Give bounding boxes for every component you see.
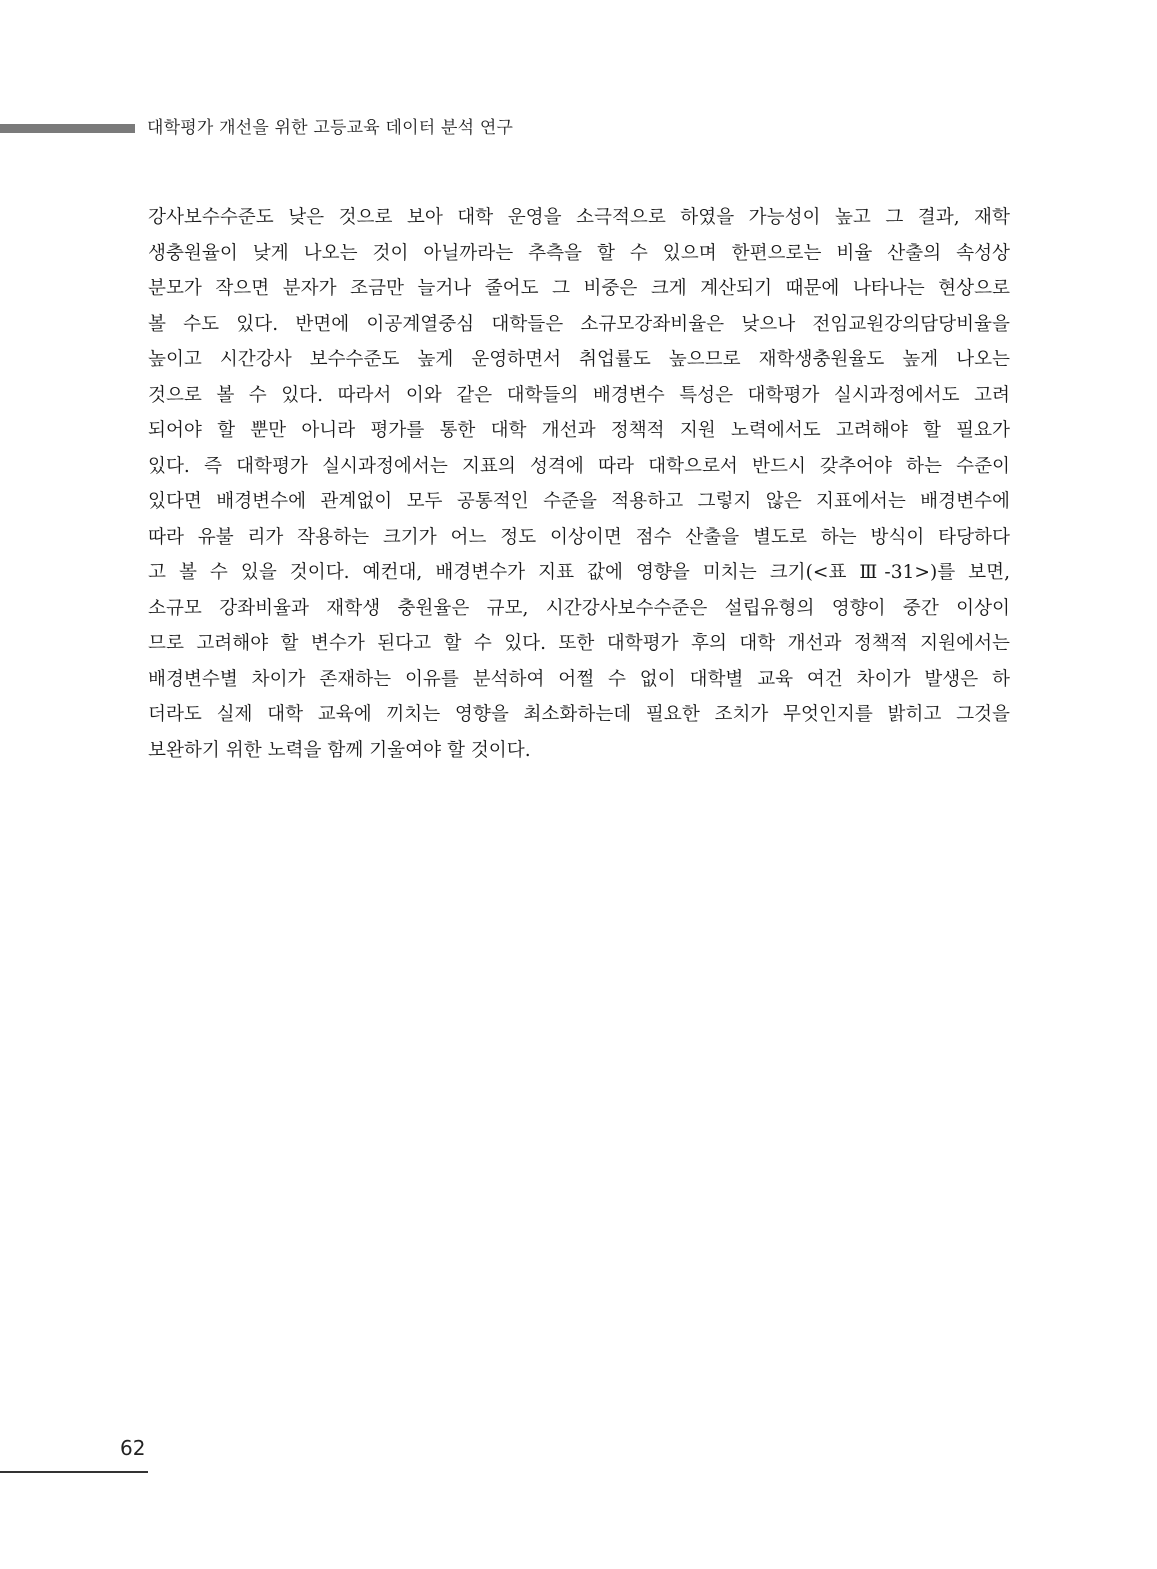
- body-line: 높이고 시간강사 보수수준도 높게 운영하면서 취업률도 높으므로 재학생충원율도 높게 나오는: [148, 349, 1010, 370]
- body-line: 보완하기 위한 노력을 함께 기울여야 할 것이다.: [148, 739, 531, 761]
- body-line: 배경변수별 차이가 존재하는 이유를 분석하여 어쩔 수 없이 대학별 교육 여건 차이가 발생은 하: [148, 668, 1010, 690]
- body-line: 볼 수도 있다. 반면에 이공계열중심 대학들은 소규모강좌비율은 낮으나 전임교원강의담당비율을: [148, 313, 1010, 335]
- body-paragraph: [148, 200, 1010, 768]
- footer-rule: [0, 1471, 148, 1473]
- body-line: 고 볼 수 있을 것이다. 예컨대, 배경변수가 지표 값에 영향을 미치는 크기(<표 Ⅲ-31>)를 보면,: [148, 562, 1010, 583]
- header-accent-bar: [0, 124, 135, 133]
- body-line: 소규모 강좌비율과 재학생 충원율은 규모, 시간강사보수수준은 설립유형의 영향이 중간 이상이: [148, 597, 1010, 619]
- body-line: 므로 고려해야 할 변수가 된다고 할 수 있다. 또한 대학평가 후의 대학 개선과 정책적 지원에서는: [148, 633, 1010, 654]
- body-line: 강사보수수준도 낮은 것으로 보아 대학 운영을 소극적으로 하였을 가능성이 높고 그 결과, 재학: [148, 207, 1010, 228]
- running-header: [0, 114, 700, 144]
- body-line: 되어야 할 뿐만 아니라 평가를 통한 대학 개선과 정책적 지원 노력에서도 고려해야 할 필요가: [148, 420, 1010, 441]
- header-title: 대학평가 개선을 위한 고등교육 데이터 분석 연구: [147, 118, 514, 138]
- page-number: 62: [120, 1436, 146, 1460]
- body-line: 생충원율이 낮게 나오는 것이 아닐까라는 추측을 할 수 있으며 한편으로는 비율 산출의 속성상: [148, 242, 1010, 264]
- body-line: 있다면 배경변수에 관계없이 모두 공통적인 수준을 적용하고 그렇지 않은 지표에서는 배경변수에: [148, 491, 1010, 512]
- body-line: 더라도 실제 대학 교육에 끼치는 영향을 최소화하는데 필요한 조치가 무엇인지를 밝히고 그것을: [148, 704, 1010, 725]
- body-line: 있다. 즉 대학평가 실시과정에서는 지표의 성격에 따라 대학으로서 반드시 갖추어야 하는 수준이: [148, 455, 1010, 477]
- body-line: 것으로 볼 수 있다. 따라서 이와 같은 대학들의 배경변수 특성은 대학평가 실시과정에서도 고려: [148, 384, 1010, 406]
- body-line: 분모가 작으면 분자가 조금만 늘거나 줄어도 그 비중은 크게 계산되기 때문에 나타나는 현상으로: [148, 278, 1010, 299]
- body-line: 따라 유불 리가 작용하는 크기가 어느 정도 이상이면 점수 산출을 별도로 하는 방식이 타당하다: [148, 526, 1010, 548]
